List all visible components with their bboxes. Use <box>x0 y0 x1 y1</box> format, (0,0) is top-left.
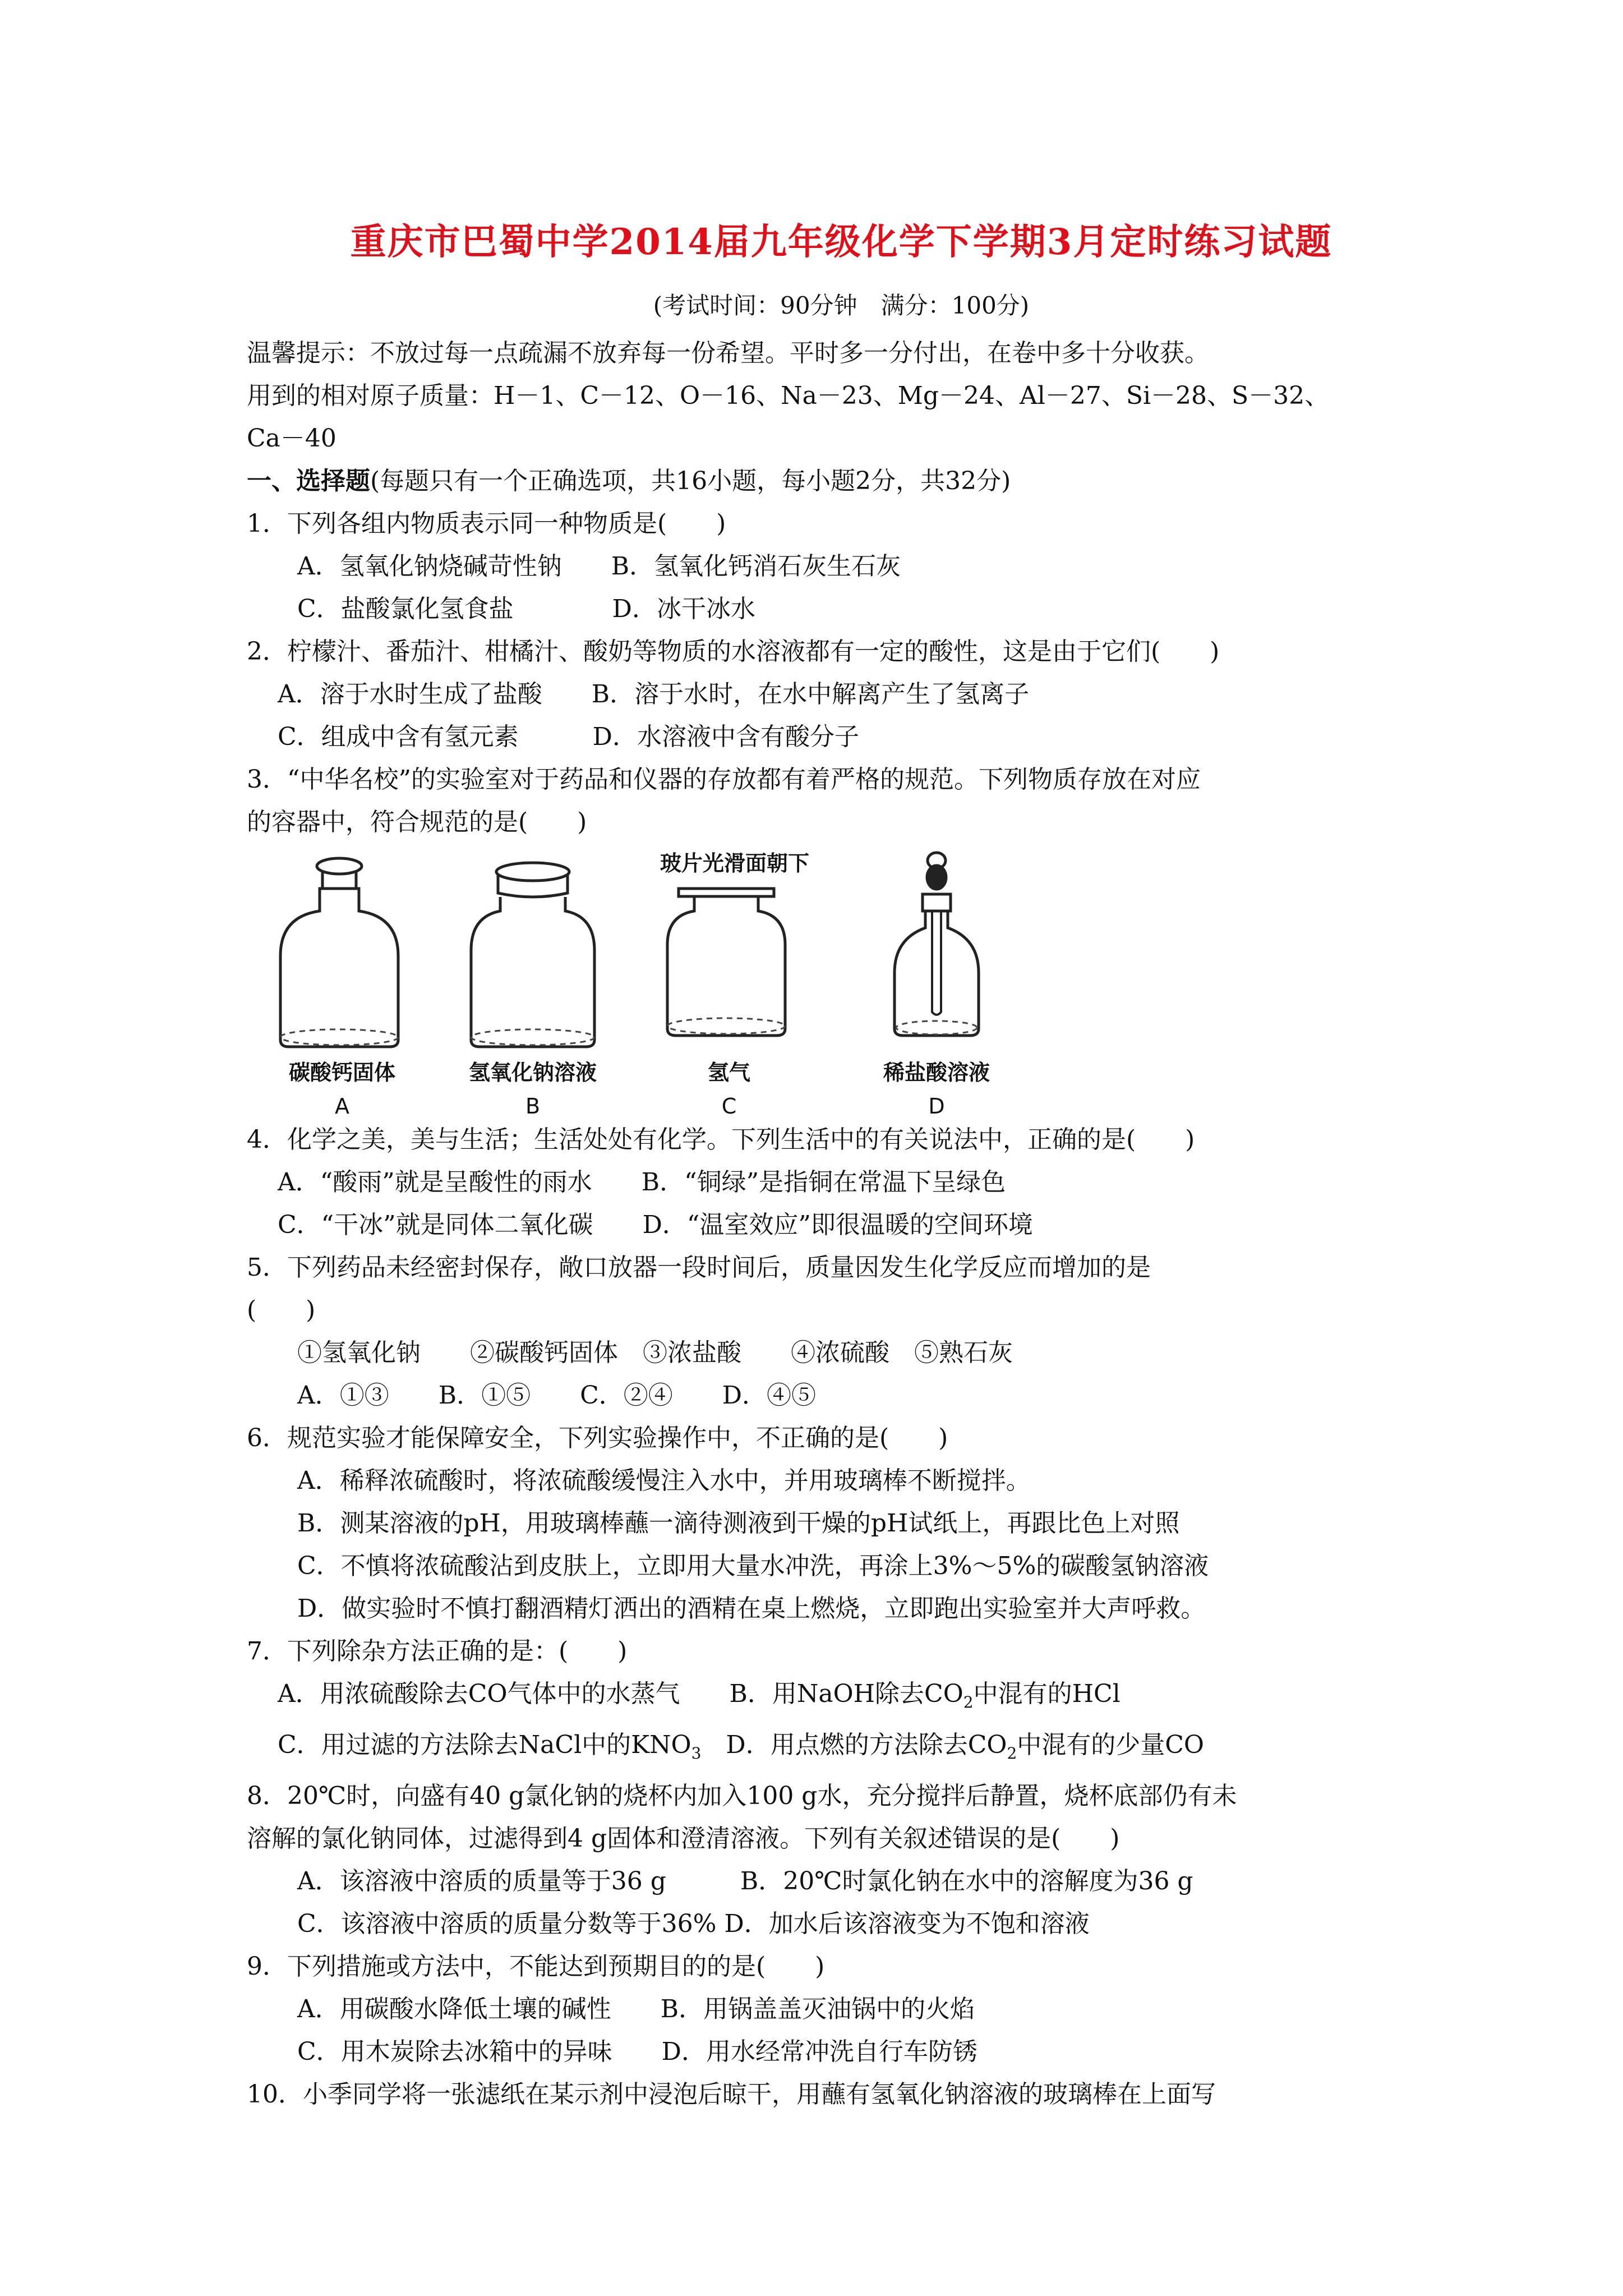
exam-info: (考试时间：90分钟 满分：100分) <box>653 292 1030 319</box>
question-4-stem: 4．化学之美，美与生活；生活处处有化学。下列生活中的有关说法中，正确的是( ) <box>247 1125 1195 1154</box>
question-9-options-cd: C．用木炭除去冰箱中的异味 D．用水经常冲洗自行车防锈 <box>297 2037 978 2066</box>
section-label: 一、选择题 <box>247 467 370 495</box>
question-2-stem: 2．柠檬汁、番茄汁、柑橘汁、酸奶等物质的水溶液都有一定的酸性，这是由于它们( ) <box>247 637 1220 666</box>
question-7-stem: 7．下列除杂方法正确的是：( ) <box>247 1637 628 1665</box>
figure-c-letter: C <box>721 1094 737 1119</box>
page-title: 重庆市巴蜀中学2014届九年级化学下学期3月定时练习试题 <box>350 221 1332 263</box>
question-5-stem-cont: ( ) <box>247 1296 316 1324</box>
figure-b-bottle <box>437 849 628 1119</box>
question-6-stem: 6．规范实验才能保障安全，下列实验操作中，不正确的是( ) <box>247 1424 948 1452</box>
co2-subscript-2: 2 <box>1007 1743 1017 1763</box>
dropper-bottle-icon <box>841 849 1032 1074</box>
question-7-options-ab <box>247 1673 1436 1724</box>
figure-d-letter: D <box>928 1094 945 1119</box>
question-7-option-d: D．用点燃的方法除去CO <box>726 1730 1007 1759</box>
section-heading <box>247 460 1436 503</box>
figure-b-caption: 氢氧化钠溶液 <box>468 1060 597 1085</box>
question-7-option-b: B．用NaOH除去CO <box>729 1680 963 1708</box>
question-7-option-b-rest: 中混有的HCl <box>973 1680 1121 1708</box>
question-3-figures <box>247 849 1436 1119</box>
question-7-option-d-rest: 中混有的少量CO <box>1017 1730 1205 1759</box>
figure-a-caption: 碳酸钙固体 <box>288 1060 395 1085</box>
kno3-subscript: 3 <box>691 1743 702 1763</box>
question-5-items: ①氢氧化钠 ②碳酸钙固体 ③浓盐酸 ④浓硫酸 ⑤熟石灰 <box>297 1338 1013 1367</box>
question-1-options-ab: A．氢氧化钠烧碱苛性钠 B．氢氧化钙消石灰生石灰 <box>297 552 901 581</box>
figure-c-caption: 氢气 <box>707 1060 750 1085</box>
question-8-options-cd: C．该溶液中溶质的质量分数等于36% D．加水后该溶液变为不饱和溶液 <box>297 1909 1090 1938</box>
question-9-stem: 9．下列措施或方法中，不能达到预期目的的是( ) <box>247 1952 825 1981</box>
question-8-options-ab: A．该溶液中溶质的质量等于36 g B．20℃时氯化钠在水中的溶解度为36 g <box>297 1866 1193 1895</box>
question-4-options-cd: C．“干冰”就是同体二氧化碳 D．“温室效应”即很温暖的空间环境 <box>278 1211 1033 1239</box>
co2-subscript: 2 <box>963 1692 974 1711</box>
figure-d-caption: 稀盐酸溶液 <box>883 1060 990 1085</box>
question-5-stem: 5．下列药品未经密封保存，敞口放器一段时间后，质量因发生化学反应而增加的是 <box>247 1253 1151 1282</box>
question-3-stem-cont: 的容器中，符合规范的是( ) <box>247 808 587 836</box>
atomic-masses-cont: Ca－40 <box>247 424 336 453</box>
question-5-options: A．①③ B．①⑤ C．②④ D．④⑤ <box>297 1381 817 1410</box>
question-6-option-b: B．测某溶液的pH，用玻璃棒蘸一滴待测液到干燥的pH试纸上，再跟比色上对照 <box>297 1509 1180 1538</box>
question-3-stem: 3．“中华名校”的实验室对于药品和仪器的存放都有着严格的规范。下列物质存放在对应 <box>247 765 1201 794</box>
question-8-stem-cont: 溶解的氯化钠同体，过滤得到4 g固体和澄清溶液。下列有关叙述错误的是( ) <box>247 1824 1120 1853</box>
figure-a-bottle <box>247 849 437 1119</box>
figure-c-note: 玻片光滑面朝下 <box>660 851 809 876</box>
question-6-option-c: C．不慎将浓硫酸沾到皮肤上，立即用大量水冲洗，再涂上3%～5%的碳酸氢钠溶液 <box>297 1552 1209 1580</box>
figure-b-letter: B <box>525 1094 541 1119</box>
section-desc: (每题只有一个正确选项，共16小题，每小题2分，共32分) <box>370 467 1011 495</box>
gas-bottle-icon <box>634 849 824 1074</box>
question-9-options-ab: A．用碳酸水降低土壤的碱性 B．用锅盖盖灭油锅中的火焰 <box>297 1994 975 2023</box>
figure-c-bottle <box>634 849 824 1119</box>
figure-d-bottle <box>841 849 1032 1119</box>
question-1-stem: 1．下列各组内物质表示同一种物质是( ) <box>247 509 726 538</box>
narrow-bottle-icon <box>247 849 437 1074</box>
question-2-options-ab: A．溶于水时生成了盐酸 B．溶于水时，在水中解离产生了氢离子 <box>278 680 1030 708</box>
question-7-option-c: C．用过滤的方法除去NaCl中的KNO <box>278 1730 691 1759</box>
atomic-masses: 用到的相对原子质量：H－1、C－12、O－16、Na－23、Mg－24、Al－27、Si－28、S－32、 <box>247 381 1330 410</box>
question-4-options-ab: A．“酸雨”就是呈酸性的雨水 B．“铜绿”是指铜在常温下呈绿色 <box>278 1168 1006 1197</box>
question-10-stem: 10．小季同学将一张滤纸在某示剂中浸泡后晾干，用蘸有氢氧化钠溶液的玻璃棒在上面写 <box>247 2079 1216 2109</box>
question-7-options-cd <box>247 1724 1436 1775</box>
question-6-option-a: A．稀释浓硫酸时，将浓硫酸缓慢注入水中，并用玻璃棒不断搅拌。 <box>297 1466 1031 1495</box>
figure-a-letter: A <box>335 1094 349 1119</box>
tip-text: 温馨提示：不放过每一点疏漏不放弃每一份希望。平时多一分付出，在卷中多十分收获。 <box>247 339 1209 367</box>
wide-bottle-icon <box>437 849 628 1074</box>
question-1-options-cd: C．盐酸氯化氢食盐 D．冰干冰水 <box>297 595 755 623</box>
question-6-option-d: D．做实验时不慎打翻酒精灯洒出的酒精在桌上燃烧，立即跑出实验室并大声呼救。 <box>297 1594 1206 1623</box>
question-8-stem: 8．20℃时，向盛有40 g氯化钠的烧杯内加入100 g水，充分搅拌后静置，烧杯底部仍有未 <box>247 1781 1237 1810</box>
question-7-option-a: A．用浓硫酸除去CO气体中的水蒸气 <box>278 1680 680 1708</box>
question-2-options-cd: C．组成中含有氢元素 D．水溶液中含有酸分子 <box>278 723 859 751</box>
exam-page <box>247 213 1436 2116</box>
